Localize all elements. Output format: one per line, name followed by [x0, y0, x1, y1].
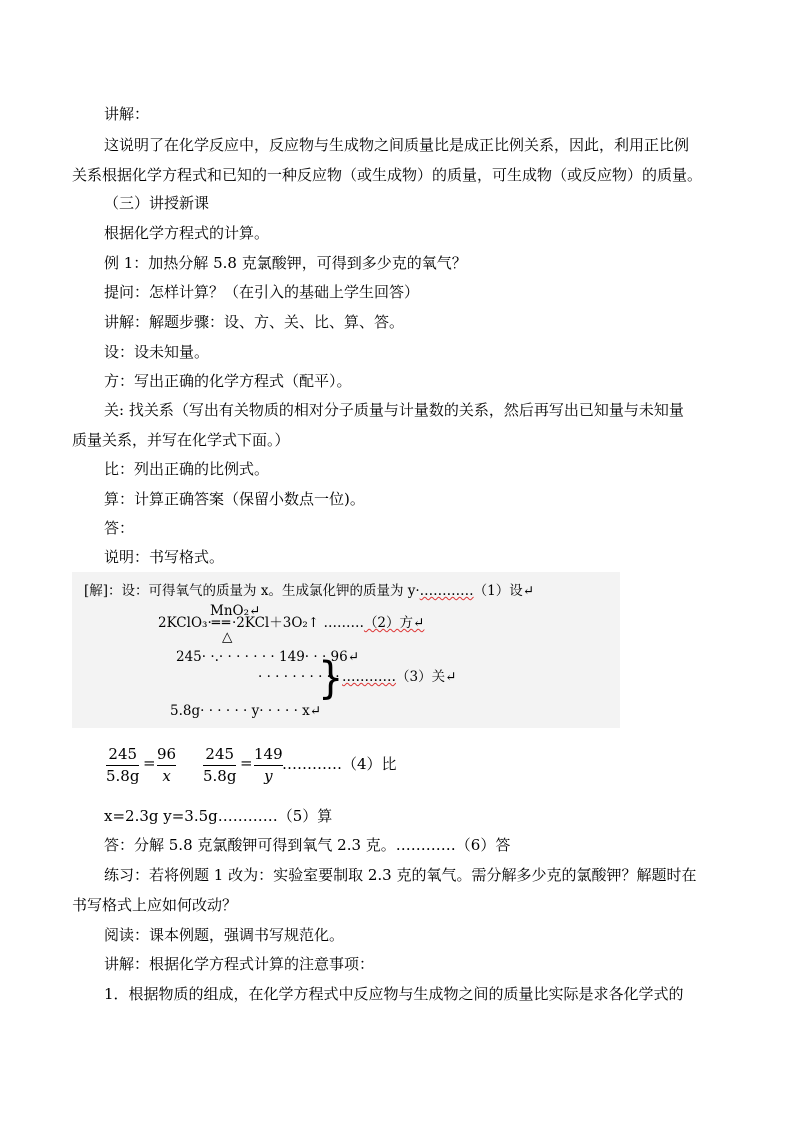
result-line: x=2.3g y=3.5g…………（5）算	[104, 807, 333, 825]
proportion-step: …………（4）比	[282, 755, 397, 773]
molar-mass-line: 245· ·.· · · · · · · 149· · · 96↵	[176, 649, 360, 665]
paragraph-line: 答：	[104, 519, 135, 537]
answer-line: 答：分解 5.8 克氯酸钾可得到氧气 2.3 克。…………（6）答	[104, 836, 511, 854]
paragraph-line: 关: 找关系（写出有关物质的相对分子质量与计量数的关系，然后再写出已知量与未知量	[104, 401, 684, 419]
paragraph-line: 讲解：根据化学方程式计算的注意事项：	[104, 955, 375, 973]
catalyst-label: MnO₂↵	[210, 603, 261, 619]
given-mass-line: 5.8g· · · · · · y· · · · · x↵	[170, 703, 322, 719]
heat-symbol: △	[222, 629, 233, 645]
paragraph-line: 提问：怎样计算？（在引入的基础上学生回答）	[104, 283, 420, 301]
paragraph-line: 阅读：课本例题，强调书写规范化。	[104, 926, 345, 944]
fraction: 149 y	[254, 745, 283, 785]
paragraph-line: 根据化学方程式的计算。	[104, 224, 270, 242]
paragraph-line: 讲解：	[104, 105, 150, 123]
paragraph-line: 比：列出正确的比例式。	[104, 460, 270, 478]
example-question: 例 1：加热分解 5.8 克氯酸钾，可得到多少克的氧气？	[104, 254, 467, 272]
relation-step: …………（3）关↵	[342, 669, 457, 685]
fraction: 245 5.8g	[106, 745, 140, 785]
paragraph-line: 算：计算正确答案（保留小数点一位)。	[104, 490, 365, 508]
chemical-equation: 2KClO₃·══·2KCl＋3O₂↑ ………（2）方↵	[158, 615, 425, 631]
solution-setup-line: [解]：设：可得氧气的质量为 x。生成氯化钾的质量为 y·…………（1）设↵	[84, 583, 535, 599]
paragraph-line: 关系根据化学方程式和已知的一种反应物（或生成物）的质量，可生成物（或反应物）的质量。	[72, 166, 703, 184]
paragraph-line: 方：写出正确的化学方程式（配平）。	[104, 372, 352, 390]
paragraph-line: 讲解：解题步骤：设、方、关、比、算、答。	[104, 313, 405, 331]
practice-line: 书写格式上应如何改动？	[72, 896, 238, 914]
paragraph-line: 说明：书写格式。	[104, 548, 225, 566]
fraction: 245 5.8g	[203, 745, 237, 785]
paragraph-line: 质量关系，并写在化学式下面。）	[72, 431, 290, 449]
equals-sign: =	[143, 754, 156, 772]
solution-box	[72, 572, 620, 728]
paragraph-line: 设：设未知量。	[104, 343, 210, 361]
equals-sign: =	[240, 754, 253, 772]
section-heading: （三）讲授新课	[104, 194, 210, 212]
brace: }	[318, 652, 344, 704]
paragraph-line: 这说明了在化学反应中，反应物与生成物之间质量比是成正比例关系，因此，利用正比例	[104, 136, 690, 154]
fraction: 96 x	[157, 745, 177, 785]
paragraph-line: 1．根据物质的组成，在化学方程式中反应物与生成物之间的质量比实际是求各化学式的	[104, 985, 684, 1003]
dotted-line: · · · · · · · · · ·	[258, 669, 340, 685]
practice-line: 练习：若将例题 1 改为：实验室要制取 2.3 克的氧气。需分解多少克的氯酸钾？解题时在	[104, 866, 697, 884]
